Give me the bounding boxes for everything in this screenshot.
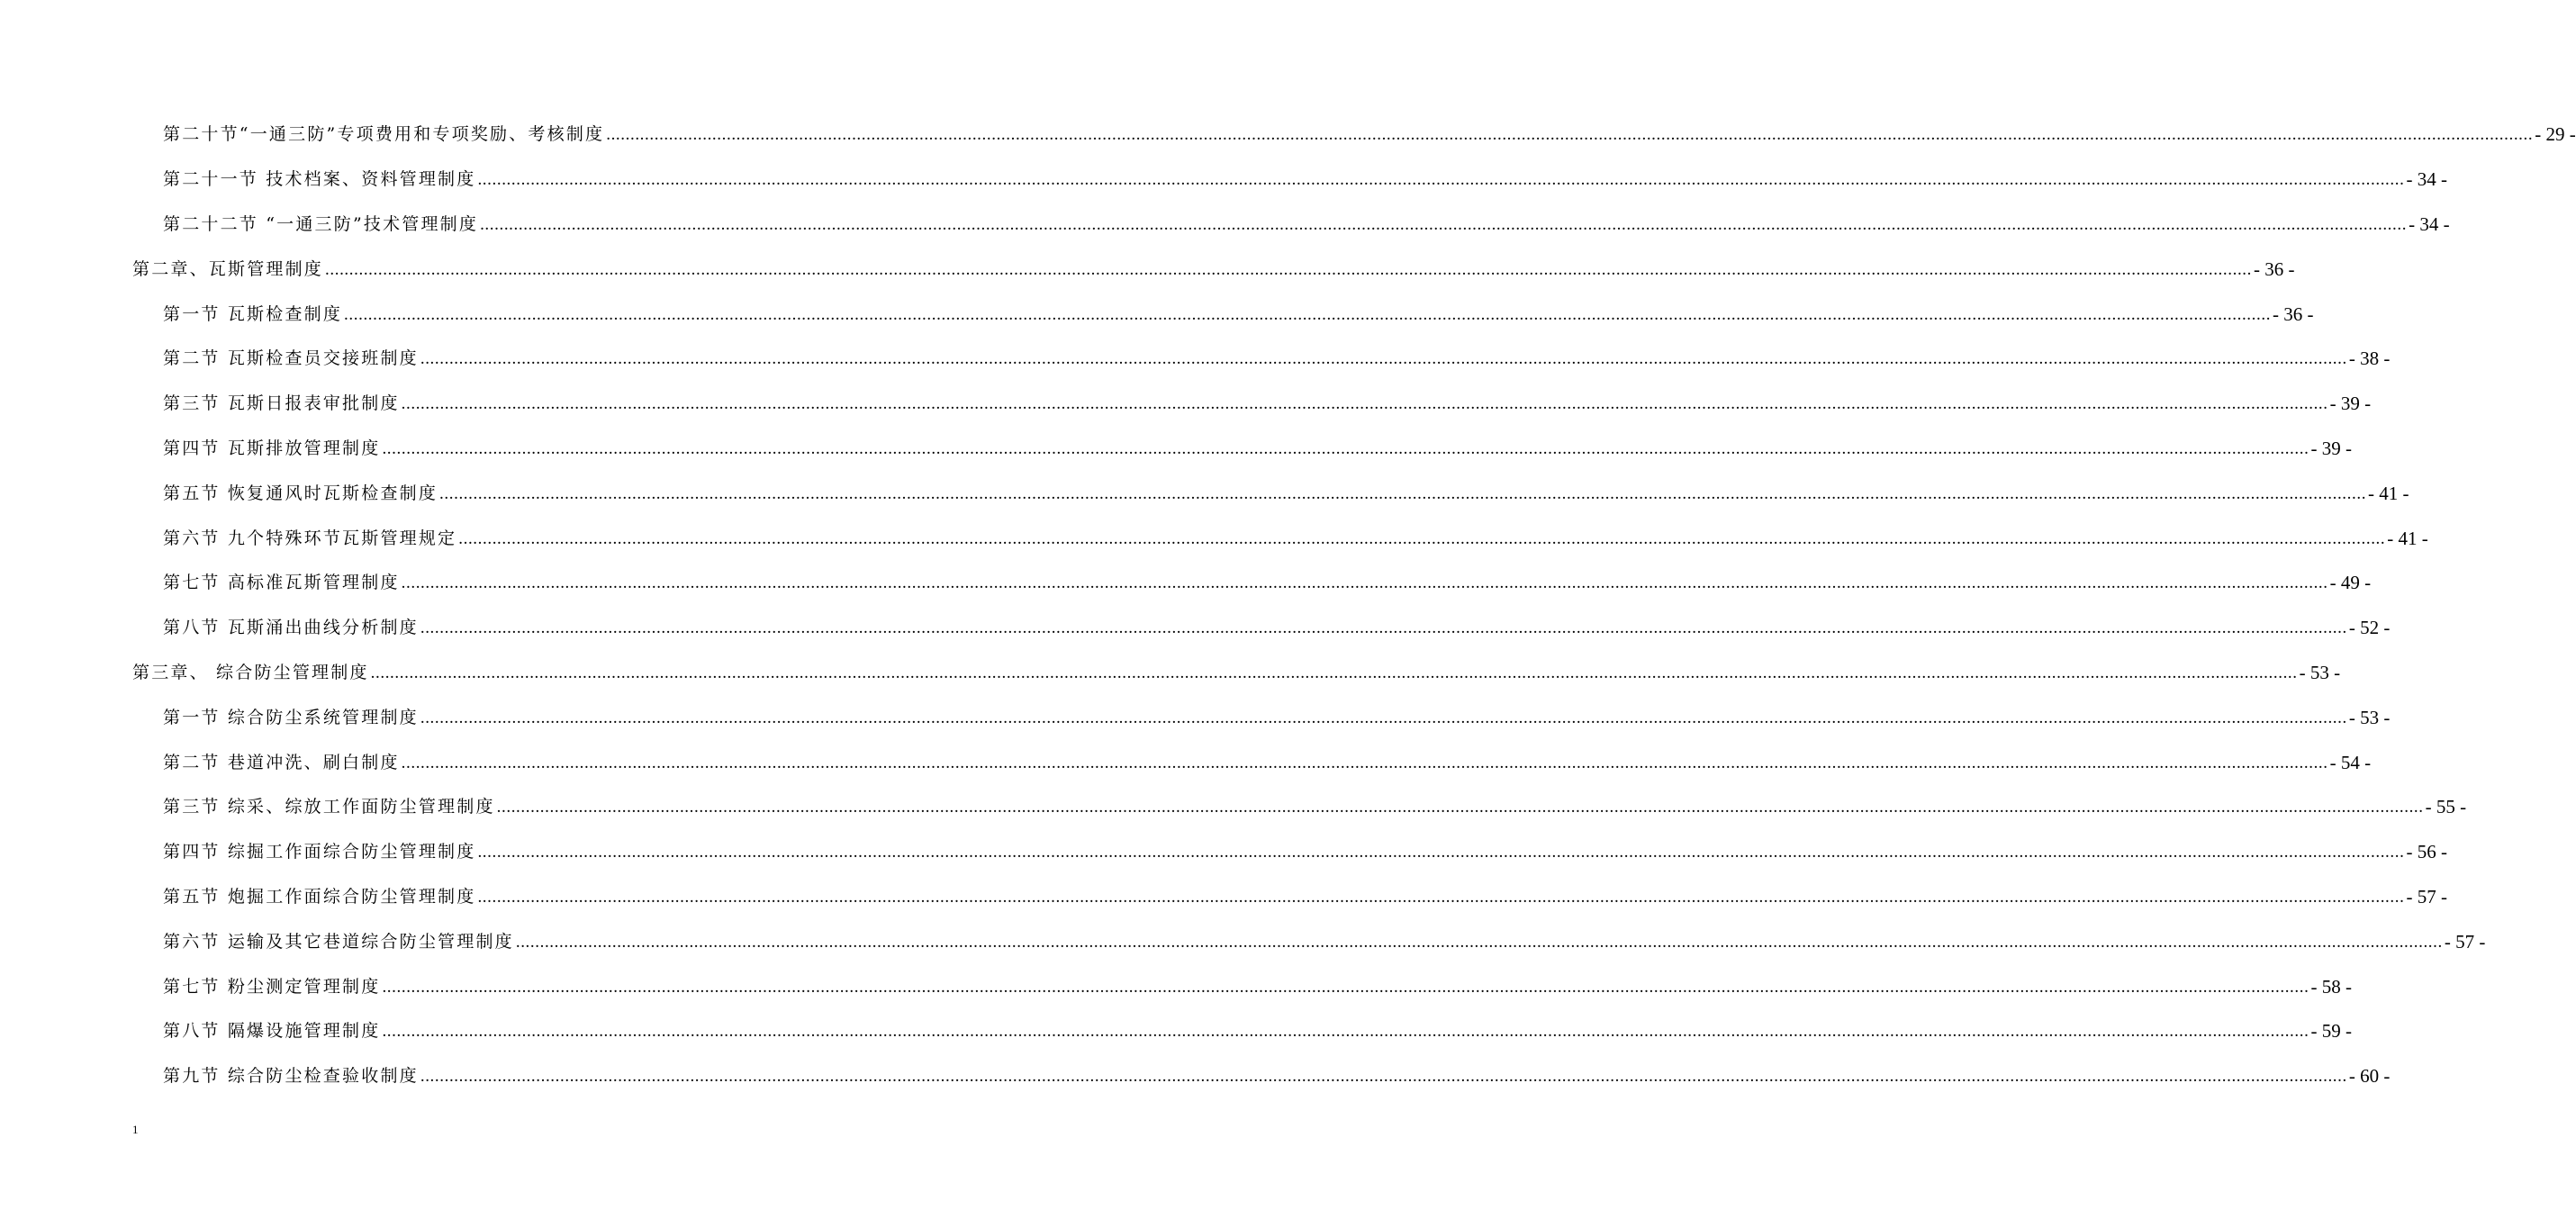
toc-entry-page: - 38 - (2348, 348, 2391, 370)
toc-entry-page: - 29 - (2535, 123, 2576, 146)
toc-entry-page: - 56 - (2406, 841, 2447, 863)
toc-entry-title: 第一节 综合防尘系统管理制度 (163, 707, 419, 727)
toc-entry-page: - 57 - (2406, 885, 2447, 908)
toc-section-entry[interactable] (0, 382, 2372, 427)
toc-entry-title: 第二十节“一通三防”专项费用和专项奖励、考核制度 (163, 124, 605, 145)
toc-entry-page: - 36 - (2273, 302, 2314, 325)
toc-section-entry[interactable] (0, 875, 2447, 920)
toc-section-entry[interactable] (0, 919, 2486, 964)
toc-dot-leader: ................................................................................................................................................................................................................................................................................................................................................................................................................ (382, 977, 2309, 997)
toc-section-entry[interactable] (0, 113, 2576, 158)
toc-entry-page: - 55 - (2425, 796, 2467, 818)
toc-dot-leader: ................................................................................................................................................................................................................................................................................................................................................................................................................ (458, 528, 2386, 548)
toc-entry-page: - 49 - (2329, 572, 2372, 594)
toc-dot-leader: ................................................................................................................................................................................................................................................................................................................................................................................................................ (382, 1022, 2309, 1042)
toc-entry-title: 第八节 瓦斯涌出曲线分析制度 (163, 618, 419, 638)
toc-entry-page: - 58 - (2310, 975, 2352, 998)
toc-section-entry[interactable] (0, 695, 2391, 740)
toc-section-entry[interactable] (0, 606, 2391, 651)
toc-entry-page: - 60 - (2348, 1065, 2391, 1088)
toc-entry-title: 第六节 九个特殊环节瓦斯管理规定 (163, 528, 457, 548)
toc-entry-title: 第二节 巷道冲洗、刷白制度 (163, 752, 400, 772)
toc-entry-page: - 36 - (2254, 257, 2295, 280)
toc-section-entry[interactable] (0, 292, 2314, 337)
toc-dot-leader: ................................................................................................................................................................................................................................................................................................................................................................................................................ (401, 573, 2328, 593)
toc-dot-leader: ................................................................................................................................................................................................................................................................................................................................................................................................................ (420, 619, 2347, 638)
toc-chapter-entry[interactable] (0, 247, 2295, 292)
toc-entry-page: - 41 - (2387, 527, 2428, 549)
toc-entry-page: - 53 - (2299, 661, 2341, 683)
toc-section-entry[interactable] (0, 1054, 2391, 1099)
toc-entry-page: - 53 - (2348, 706, 2391, 728)
toc-entry-page: - 39 - (2310, 437, 2352, 459)
toc-dot-leader: ................................................................................................................................................................................................................................................................................................................................................................................................................ (401, 394, 2328, 414)
toc-dot-leader: ................................................................................................................................................................................................................................................................................................................................................................................................................ (606, 125, 2534, 145)
toc-entry-page: - 54 - (2329, 751, 2372, 773)
toc-entry-page: - 34 - (2409, 212, 2450, 235)
toc-entry-page: - 57 - (2444, 930, 2486, 953)
toc-entry-title: 第八节 隔爆设施管理制度 (163, 1021, 381, 1042)
toc-entry-title: 第四节 综掘工作面综合防尘管理制度 (163, 842, 476, 862)
toc-section-entry[interactable] (0, 203, 2450, 248)
toc-section-entry[interactable] (0, 427, 2352, 472)
toc-dot-leader: ................................................................................................................................................................................................................................................................................................................................................................................................................ (496, 798, 2424, 817)
toc-dot-leader: ................................................................................................................................................................................................................................................................................................................................................................................................................ (420, 708, 2347, 727)
toc-dot-leader: ................................................................................................................................................................................................................................................................................................................................................................................................................ (420, 1067, 2347, 1087)
toc-entry-title: 第六节 运输及其它巷道综合防尘管理制度 (163, 931, 514, 952)
toc-dot-leader: ................................................................................................................................................................................................................................................................................................................................................................................................................ (401, 753, 2328, 772)
toc-dot-leader: ................................................................................................................................................................................................................................................................................................................................................................................................................ (370, 663, 2298, 682)
toc-section-entry[interactable] (0, 561, 2372, 606)
toc-dot-leader: ................................................................................................................................................................................................................................................................................................................................................................................................................ (477, 843, 2405, 862)
toc-entry-title: 第二十二节 “一通三防”技术管理制度 (163, 213, 479, 234)
toc-entry-page: - 41 - (2368, 482, 2409, 504)
toc-entry-page: - 39 - (2329, 393, 2372, 415)
toc-entry-page: - 59 - (2310, 1020, 2352, 1043)
toc-entry-title: 第五节 恢复通风时瓦斯检查制度 (163, 483, 438, 503)
toc-chapter-entry[interactable] (0, 651, 2341, 696)
toc-entry-title: 第二节 瓦斯检查员交接班制度 (163, 348, 419, 369)
toc-dot-leader: ................................................................................................................................................................................................................................................................................................................................................................................................................ (420, 349, 2347, 369)
toc-section-entry[interactable] (0, 830, 2447, 875)
toc-dot-leader: ................................................................................................................................................................................................................................................................................................................................................................................................................ (477, 170, 2405, 190)
toc-section-entry[interactable] (0, 964, 2352, 1009)
toc-entry-title: 第五节 炮掘工作面综合防尘管理制度 (163, 886, 476, 907)
toc-entry-title: 第三节 综采、综放工作面防尘管理制度 (163, 797, 495, 817)
toc-entry-title: 第二十一节 技术档案、资料管理制度 (163, 169, 476, 190)
toc-entry-title: 第一节 瓦斯检查制度 (163, 303, 343, 324)
toc-entry-title: 第四节 瓦斯排放管理制度 (163, 438, 381, 458)
table-of-contents (0, 113, 2576, 1099)
toc-section-entry[interactable] (0, 471, 2409, 516)
toc-dot-leader: ................................................................................................................................................................................................................................................................................................................................................................................................................ (344, 304, 2272, 324)
toc-dot-leader: ................................................................................................................................................................................................................................................................................................................................................................................................................ (477, 887, 2405, 907)
toc-section-entry[interactable] (0, 337, 2391, 382)
toc-section-entry[interactable] (0, 1009, 2352, 1054)
toc-entry-title: 第三章、 综合防尘管理制度 (132, 662, 369, 682)
toc-entry-page: - 52 - (2348, 617, 2391, 639)
toc-dot-leader: ................................................................................................................................................................................................................................................................................................................................................................................................................ (439, 483, 2367, 503)
toc-entry-title: 第三节 瓦斯日报表审批制度 (163, 393, 400, 414)
toc-entry-title: 第七节 高标准瓦斯管理制度 (163, 573, 400, 593)
toc-entry-page: - 34 - (2406, 168, 2447, 191)
toc-entry-title: 第二章、瓦斯管理制度 (132, 258, 324, 279)
toc-section-entry[interactable] (0, 516, 2428, 561)
toc-dot-leader: ................................................................................................................................................................................................................................................................................................................................................................................................................ (515, 932, 2443, 952)
toc-section-entry[interactable] (0, 158, 2447, 203)
toc-entry-title: 第九节 综合防尘检查验收制度 (163, 1066, 419, 1087)
toc-dot-leader: ................................................................................................................................................................................................................................................................................................................................................................................................................ (382, 438, 2309, 458)
page-number: 1 (132, 1123, 139, 1136)
toc-entry-title: 第七节 粉尘测定管理制度 (163, 976, 381, 997)
toc-section-entry[interactable] (0, 785, 2467, 830)
toc-dot-leader: ................................................................................................................................................................................................................................................................................................................................................................................................................ (480, 214, 2408, 234)
toc-section-entry[interactable] (0, 740, 2372, 785)
toc-dot-leader: ................................................................................................................................................................................................................................................................................................................................................................................................................ (325, 259, 2253, 279)
